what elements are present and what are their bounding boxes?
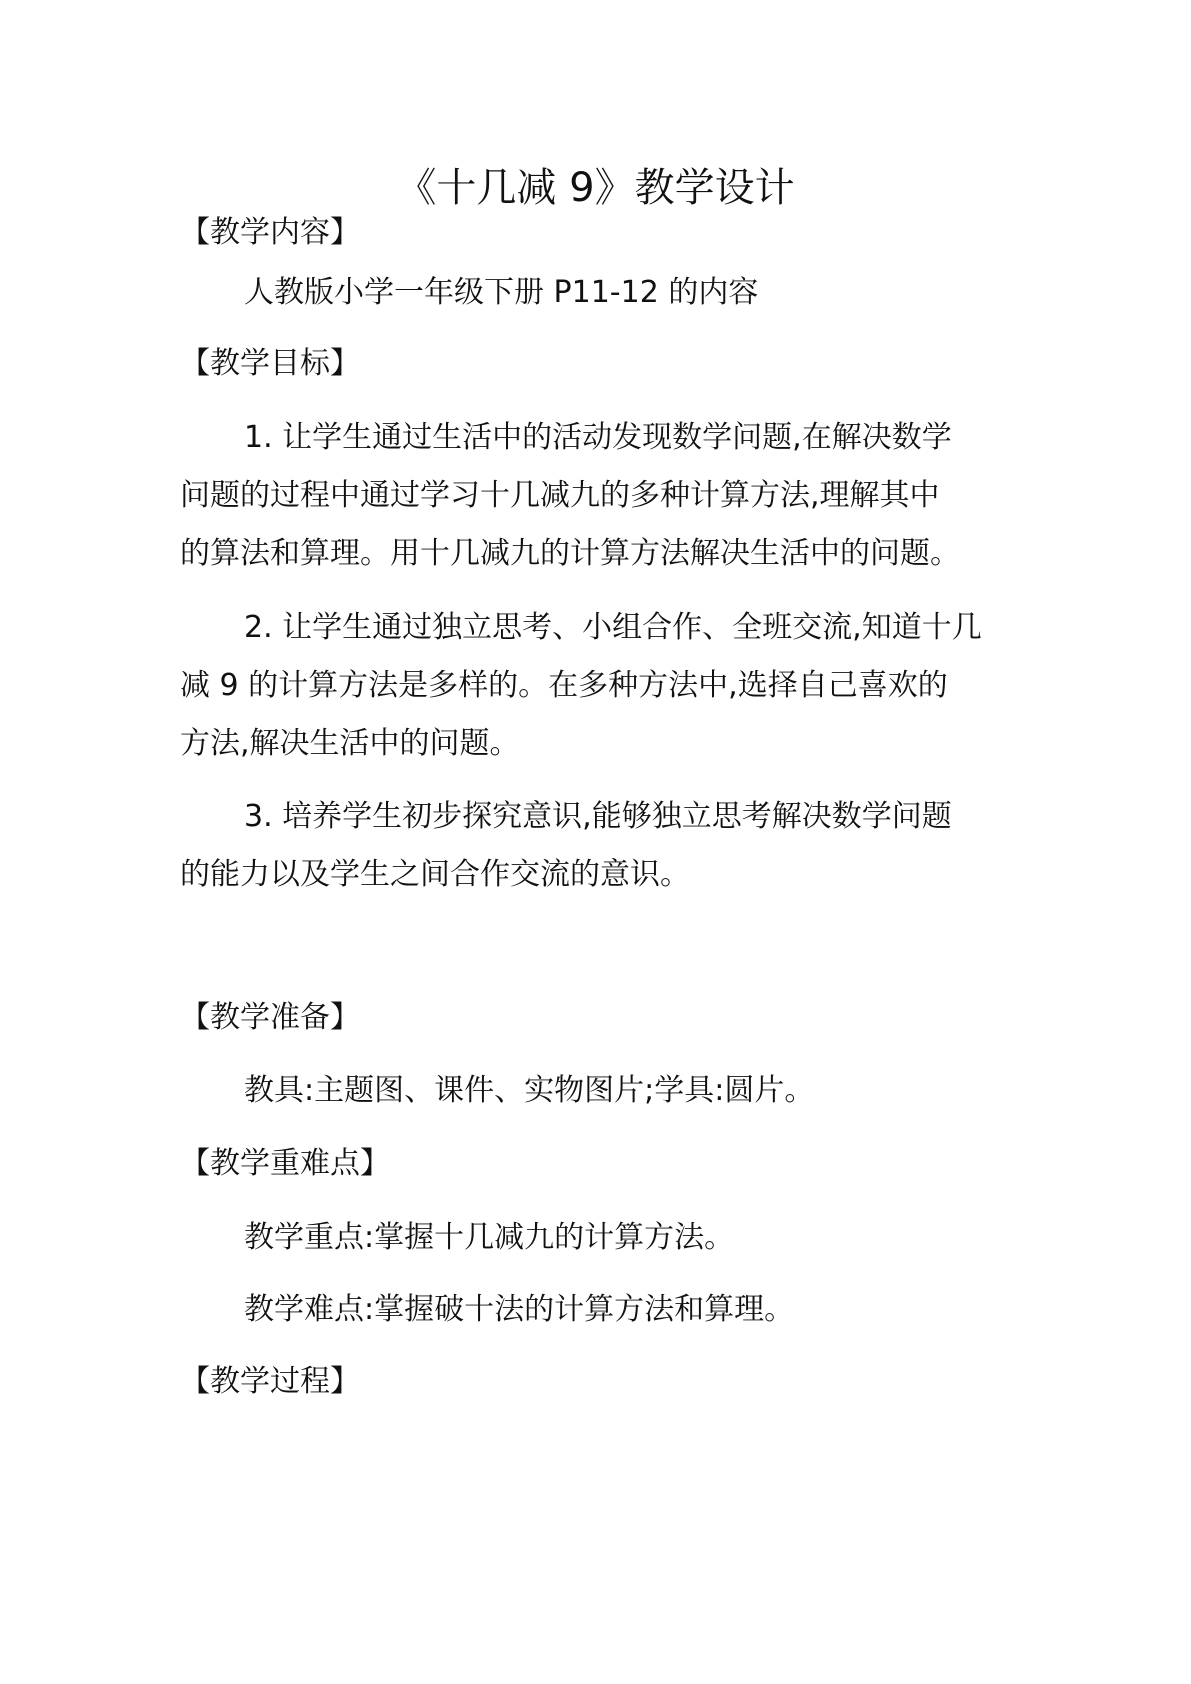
objective-3-line-2: 的能力以及学生之间合作交流的意识。 — [180, 857, 690, 892]
teaching-preparation-text: 教具:主题图、课件、实物图片;学具:圆片。 — [244, 1073, 815, 1108]
difficult-point-text: 教学难点:掌握破十法的计算方法和算理。 — [244, 1292, 795, 1327]
objective-2-line-3: 方法,解决生活中的问题。 — [180, 726, 520, 761]
heading-teaching-objectives: 【教学目标】 — [180, 346, 360, 381]
teaching-content-text: 人教版小学一年级下册 P11-12 的内容 — [244, 275, 759, 310]
objective-2-line-1: 2. 让学生通过独立思考、小组合作、全班交流,知道十几 — [244, 610, 982, 645]
objective-1-line-3: 的算法和算理。用十几减九的计算方法解决生活中的问题。 — [180, 536, 960, 571]
key-point-text: 教学重点:掌握十几减九的计算方法。 — [244, 1220, 735, 1255]
objective-2-line-2: 减 9 的计算方法是多样的。在多种方法中,选择自己喜欢的 — [180, 668, 948, 703]
objective-1-line-2: 问题的过程中通过学习十几减九的多种计算方法,理解其中 — [180, 478, 940, 513]
heading-teaching-content: 【教学内容】 — [180, 215, 360, 250]
heading-teaching-preparation: 【教学准备】 — [180, 1000, 360, 1035]
objective-3-line-1: 3. 培养学生初步探究意识,能够独立思考解决数学问题 — [244, 799, 952, 834]
heading-key-difficult-points: 【教学重难点】 — [180, 1146, 390, 1181]
heading-teaching-process: 【教学过程】 — [180, 1364, 360, 1399]
document-title: 《十几减 9》教学设计 — [396, 165, 795, 211]
objective-1-line-1: 1. 让学生通过生活中的活动发现数学问题,在解决数学 — [244, 420, 952, 455]
